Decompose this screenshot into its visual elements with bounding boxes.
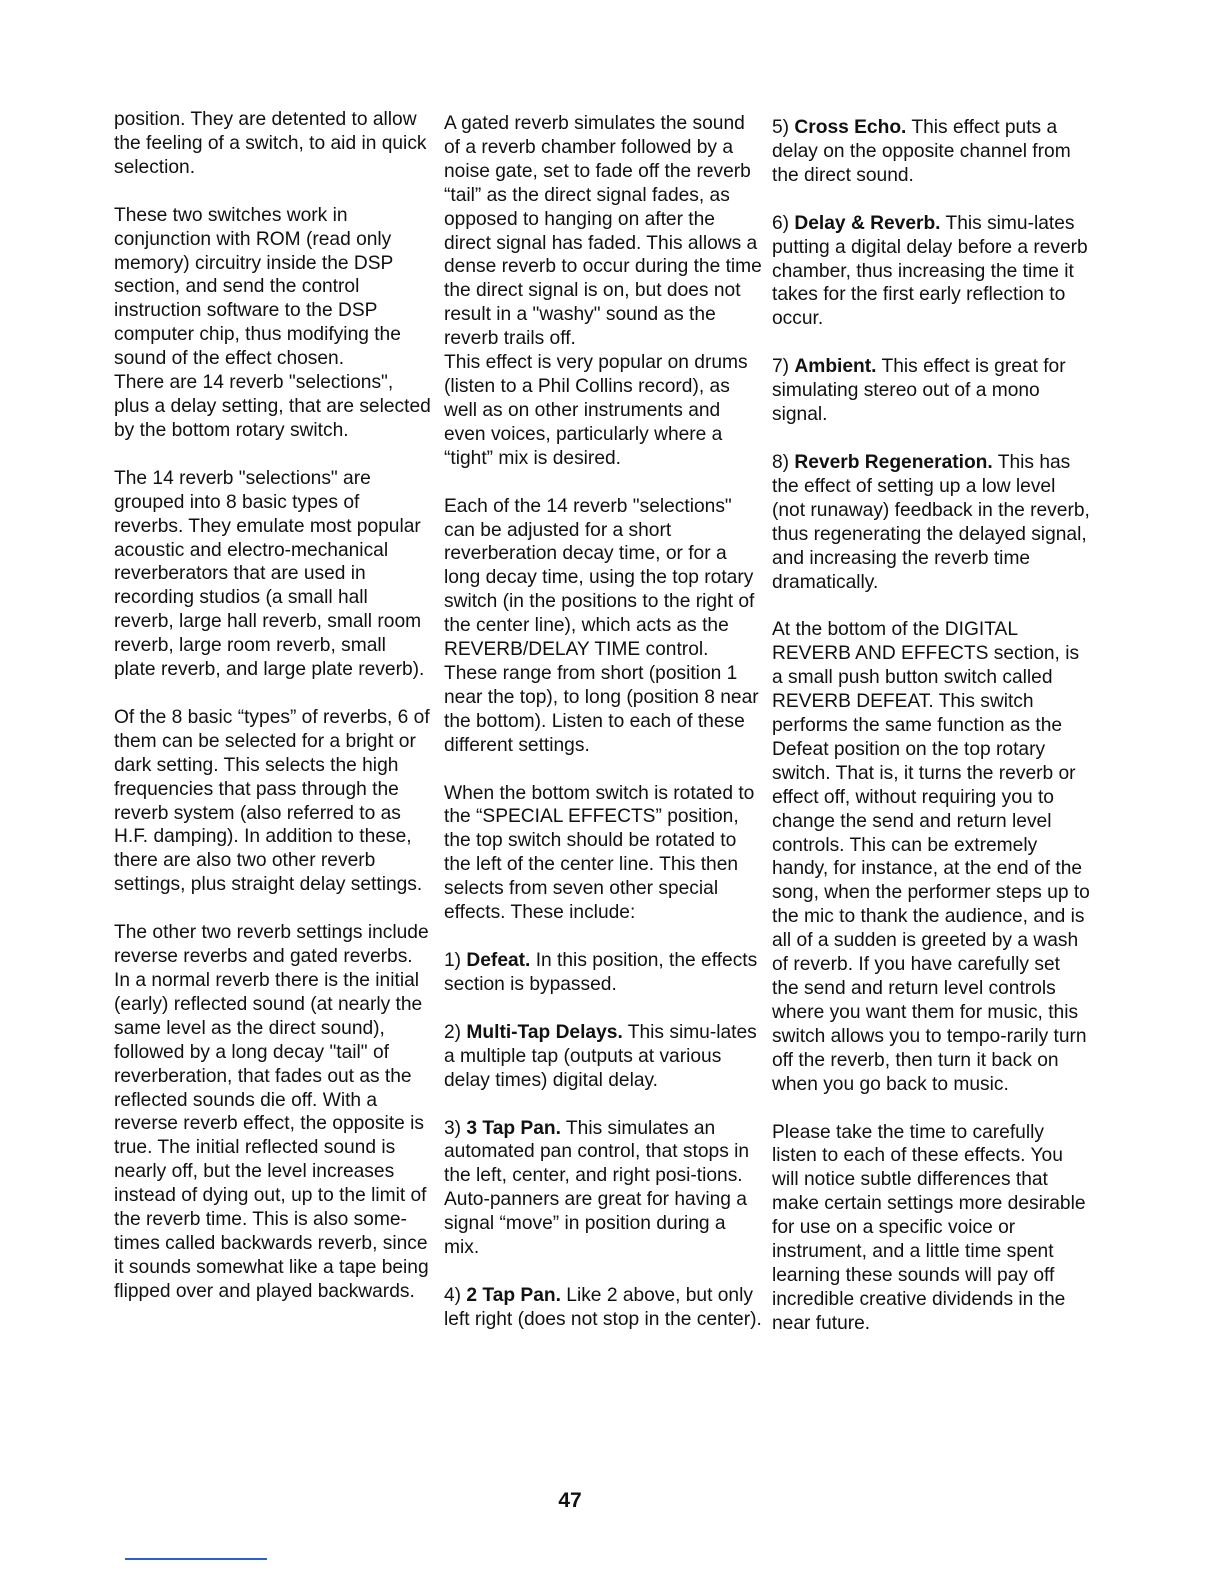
- effect-item-delay-reverb: 6) Delay & Reverb. This simu-lates putting a digital delay before a reverb chamber, thus increasing the time it takes for the first early reflection to occur.: [772, 212, 1088, 330]
- paragraph: position. They are detented to allow the feeling of a switch, to aid in quick selection.: [114, 109, 427, 178]
- paragraph: These two switches work in conjunction with ROM (read only memory) circuitry inside the DSP section, and send the control instruction software to the DSP computer chip, thus modifying the sound of the effect chosen.: [114, 204, 401, 370]
- column-middle: [444, 112, 762, 1356]
- effect-item-2-tap-pan: 4) 2 Tap Pan. Like 2 above, but only left right (does not stop in the center).: [444, 1284, 762, 1330]
- footer-rule: [125, 1558, 267, 1560]
- effect-title: 2 Tap Pan.: [466, 1284, 561, 1306]
- effect-item-defeat: 1) Defeat. In this position, the effects section is bypassed.: [444, 950, 758, 995]
- paragraph: Please take the time to carefully listen to each of these effects. You will notice subtle differences that make certain settings more desirable for use on a specific voice or instrument, and a little time spent learning these sounds will pay off incredible creative dividends in the near future.: [772, 1121, 1086, 1334]
- effect-title: 3 Tap Pan.: [466, 1117, 561, 1139]
- effect-title: Defeat.: [466, 950, 531, 971]
- effect-title: Reverb Regeneration.: [794, 451, 993, 473]
- effect-title: Delay & Reverb.: [794, 212, 941, 234]
- effect-title: Cross Echo.: [794, 117, 907, 138]
- paragraph: The 14 reverb "selections" are grouped into 8 basic types of reverbs. They emulate most popular acoustic and electro-mechanical reverberators that are used in recording studios (a small hall reverb, large hall reverb, small room reverb, large room reverb, small plate reverb, and large plate reverb).: [114, 467, 425, 681]
- effect-item-multi-tap: 2) Multi-Tap Delays. This simu-lates a multiple tap (outputs at various delay times) digital delay.: [444, 1021, 757, 1091]
- column-left: [114, 108, 432, 1328]
- paragraph: A gated reverb simulates the sound of a reverb chamber followed by a noise gate, set to fade off the reverb “tail” as the direct signal fades, as opposed to hanging on after the direct signal has faded. This allows a dense reverb to occur during the time the direct signal is on, but does not result in a "washy" sound as the reverb trails off.: [444, 113, 762, 350]
- effect-item-reverb-regeneration: 8) Reverb Regeneration. This has the effect of setting up a low level (not runaway) feedback in the reverb, thus regenerating the delayed signal, and increasing the reverb time dramatically.: [772, 451, 1090, 593]
- paragraph: When the bottom switch is rotated to the “SPECIAL EFFECTS” position, the top switch should be rotated to the left of the center line. This then selects from seven other special effects. These include:: [444, 782, 755, 924]
- page-number: 47: [558, 1489, 582, 1512]
- effect-title: Multi-Tap Delays.: [466, 1021, 623, 1043]
- paragraph: Of the 8 basic “types” of reverbs, 6 of them can be selected for a bright or dark setting. This selects the high frequencies that pass through the reverb system (also referred to as H.F. damping). In addition to these, there are also two other reverb settings, plus straight delay settings.: [114, 706, 430, 896]
- paragraph: This effect is very popular on drums (listen to a Phil Collins record), as well as on other instruments and even voices, particularly where a “tight” mix is desired.: [444, 352, 748, 469]
- effect-title: Ambient.: [794, 356, 877, 378]
- effect-item-3-tap-pan: 3) 3 Tap Pan. This simulates an automated pan control, that stops in the left, center, and right posi-tions. Auto-panners are great for having a signal “move” in position during a mix.: [444, 1117, 750, 1259]
- effect-item-cross-echo: 5) Cross Echo. This effect puts a delay on the opposite channel from the direct sound.: [772, 117, 1071, 186]
- paragraph: The other two reverb settings include reverse reverbs and gated reverbs. In a normal reverb there is the initial (early) reflected sound (at nearly the same level as the direct sound), followed by a long decay "tail" of reverberation, that fades out as the reflected sounds die off. With a reverse reverb effect, the opposite is true. The initial reflected sound is nearly off, but the level increases instead of dying out, up to the limit of the reverb time. This is also some-times called backwards reverb, since it sounds somewhat like a tape being flipped over and played backwards.: [114, 922, 429, 1302]
- paragraph: Each of the 14 reverb "selections" can be adjusted for a short reverberation decay time, or for a long decay time, using the top rotary switch (in the positions to the right of the center line), which acts as the REVERB/DELAY TIME control. These range from short (position 1 near the top), to long (position 8 near the bottom). Listen to each of these different settings.: [444, 495, 759, 756]
- effect-item-ambient: 7) Ambient. This effect is great for simulating stereo out of a mono signal.: [772, 356, 1066, 426]
- paragraph: There are 14 reverb "selections", plus a delay setting, that are selected by the bottom rotary switch.: [114, 372, 431, 441]
- paragraph: At the bottom of the DIGITAL REVERB AND EFFECTS section, is a small push button switch called REVERB DEFEAT. This switch performs the same function as the Defeat position on the top rotary switch. That is, it turns the reverb or effect off, without requiring you to change the send and return level controls. This can be extremely handy, for instance, at the end of the song, when the performer steps up to the mic to thank the audience, and is all of a sudden is greeted by a wash of reverb. If you have carefully set the send and return level controls where you want them for music, this switch allows you to tempo-rarily turn off the reverb, then turn it back on when you go back to music.: [772, 619, 1090, 1095]
- column-right: [772, 116, 1090, 1360]
